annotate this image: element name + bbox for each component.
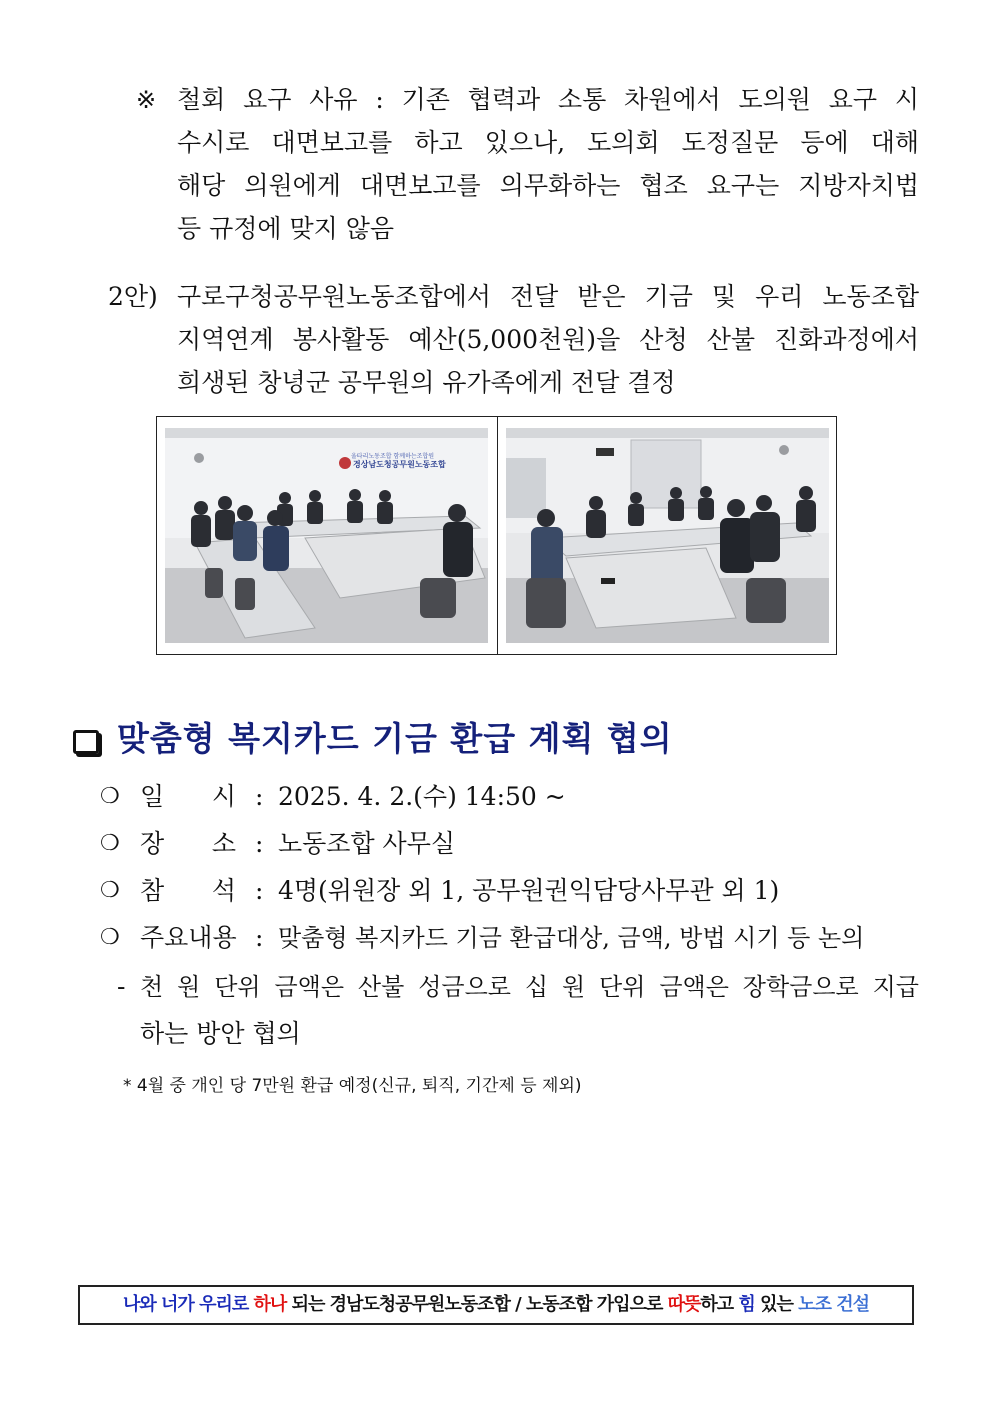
banner-small-text: 울타리노동조합 함께하는조합원 — [351, 453, 435, 460]
slogan-part: 따뜻 — [667, 1294, 701, 1315]
date-separator: : — [255, 782, 264, 811]
withdraw-reason-line-4: 등 규정에 맞지 않음 — [177, 214, 395, 243]
option2-line-1: 구로구청공무원노동조합에서 전달 받은 기금 및 우리 노동조합 — [177, 282, 919, 311]
option2-line-2: 지역연계 봉사활동 예산(5,000천원)을 산청 산불 진화과정에서 — [177, 325, 919, 354]
slogan-part: 있는 — [754, 1294, 799, 1315]
reference-mark: ※ — [136, 86, 157, 114]
footnote: * 4월 중 개인 당 7만원 환급 예정(신규, 퇴직, 기간제 등 제외) — [123, 1076, 582, 1096]
meeting-photos-frame — [156, 416, 837, 655]
slogan-part: 힘 — [738, 1294, 755, 1315]
attendees-separator: : — [255, 876, 264, 905]
footer-slogan — [78, 1285, 914, 1325]
bullet-circle-icon: ❍ — [100, 784, 120, 809]
meeting-photo-right — [506, 428, 829, 643]
banner-main-text: 경상남도청공무원노동조합 — [353, 460, 446, 469]
place-label: 장 소 — [140, 829, 236, 858]
withdraw-reason-line-3: 해당 의원에게 대면보고를 의무화하는 협조 요구는 지방자치법 — [177, 171, 919, 200]
slogan-part: 하고 — [700, 1294, 739, 1315]
slogan-part: 되는 경남도청공무원노동조합 / 노동조합 가입으로 — [286, 1294, 668, 1315]
place-value: 노동조합 사무실 — [278, 829, 455, 858]
agenda-label: 주요내용 — [140, 923, 237, 952]
date-value: 2025. 4. 2.(수) 14:50 ~ — [278, 782, 566, 811]
slogan-part: 하나 — [253, 1294, 287, 1315]
date-label: 일 시 — [140, 782, 236, 811]
agenda-value: 맞춤형 복지카드 기금 환급대상, 금액, 방법 시기 등 논의 — [278, 924, 865, 952]
slogan-part: 노조 건설 — [798, 1294, 869, 1315]
withdraw-reason-line-1: 철회 요구 사유 : 기존 협력과 소통 차원에서 도의원 요구 시 — [177, 85, 919, 114]
dash-item-line-1: 천 원 단위 금액은 산불 성금으로 십 원 단위 금액은 장학금으로 지급 — [140, 973, 919, 1001]
agenda-separator: : — [255, 923, 264, 952]
place-separator: : — [255, 829, 264, 858]
bullet-circle-icon: ❍ — [100, 831, 120, 856]
meeting-photo-left — [165, 428, 488, 643]
section-checkbox-icon — [73, 730, 99, 754]
section-title: 맞춤형 복지카드 기금 환급 계획 협의 — [117, 719, 673, 758]
dash-item-line-2: 하는 방안 협의 — [140, 1019, 301, 1048]
attendees-label: 참 석 — [140, 876, 236, 905]
attendees-value: 4명(위원장 외 1, 공무원권익담당사무관 외 1) — [278, 876, 780, 905]
slogan-part: 나와 너가 우리로 — [123, 1294, 254, 1315]
bullet-circle-icon: ❍ — [100, 878, 120, 903]
option2-label: 2안) — [108, 282, 158, 311]
photo-divider — [497, 417, 498, 654]
withdraw-reason-line-2: 수시로 대면보고를 하고 있으나, 도의회 도정질문 등에 대해 — [177, 128, 919, 157]
option2-line-3: 희생된 창녕군 공무원의 유가족에게 전달 결정 — [177, 368, 676, 397]
bullet-circle-icon: ❍ — [100, 925, 120, 950]
dash-marker: - — [117, 972, 126, 1001]
